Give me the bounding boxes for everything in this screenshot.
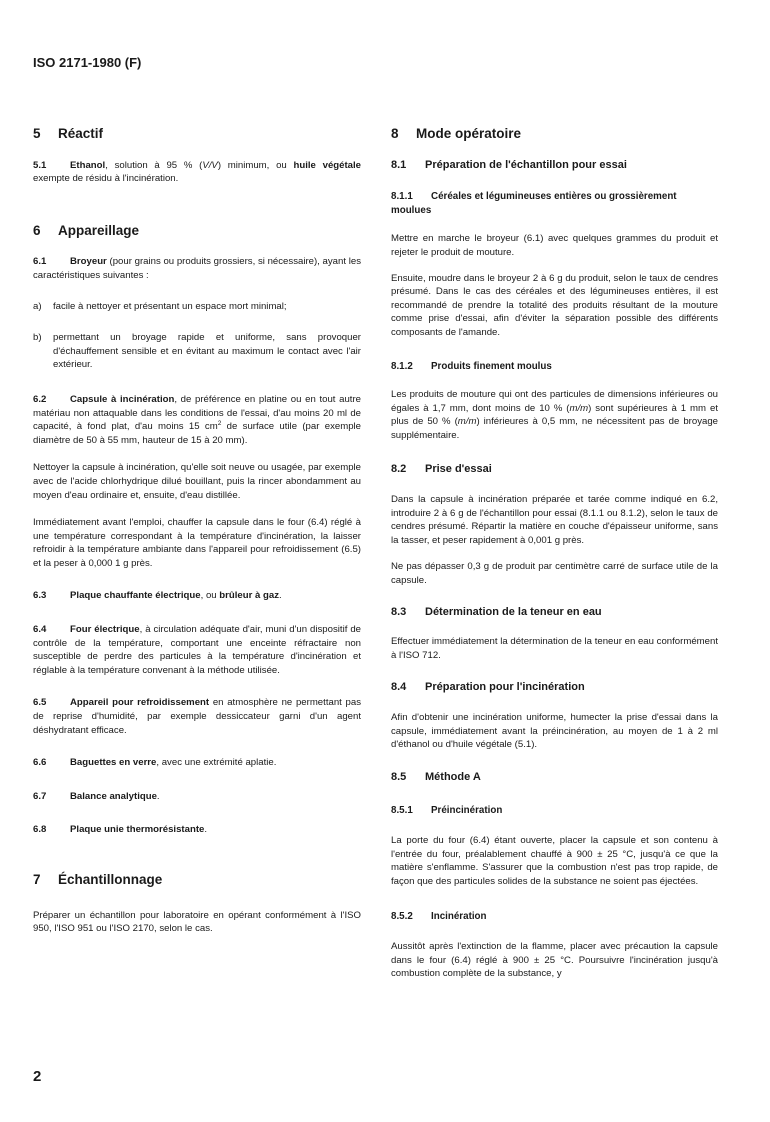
clause-6-7: 6.7 Balance analytique. <box>33 790 160 802</box>
clause-6-1: 6.1 Broyeur (pour grains ou produits grossiers, si nécessaire), ayant les caractéristiques suivantes : <box>33 256 361 281</box>
section-7-heading: 7 Échantillonnage <box>33 872 163 887</box>
clause-6-4: 6.4 Four électrique, à circulation adéquate d'air, muni d'un dispositif de contrôle de la température, comportant une enceinte réfractaire non susceptible de perdre des particules à la température d'incinération et réglable à la température convenant à la méthode utilisée. <box>33 624 361 676</box>
clause-8-5-1: La porte du four (6.4) étant ouverte, placer la capsule et son contenu à l'entrée du four, préalablement chauffé à 900 ± 25 °C, jusqu'à ce que la matière s'enflamme. S'assurer que la combustion n'est pas trop rapide, de façon que des particules solides de la substance ne soient pas éjectées. <box>391 835 718 887</box>
clause-5-1: 5.1 Ethanol, solution à 95 % (V/V) minimum, ou huile végétale exempte de résidu à l'incinération. <box>33 159 362 185</box>
clause-8-1-2: Les produits de mouture qui ont des particules de dimensions inférieures ou égales à 1,7 mm, dont moins de 10 % (m/m) sont supérieures à 1 mm et plus de 50 % (m/m) inférieures à 0,5 mm, ne nécessitent pas de broyage supplémentaire. <box>391 389 718 441</box>
clause-6-2-heating: Immédiatement avant l'emploi, chauffer la capsule dans le four (6.4) réglé à une température correspondant à la température d'incinération, la laisser refroidir à la température ambiante dans l'appareil pour refroidissement (6.5) et la peser à 0,000 1 g près. <box>33 517 361 569</box>
heading-8-5-1: 8.5.1 Préincinération <box>391 805 503 817</box>
clause-8-2-a: Dans la capsule à incinération préparée et tarée comme indiqué en 6.2, introduire 2 à 6 g de l'échantillon pour essai (8.1.1 ou 8.1.2), selon le taux de cendres présumé. Répartir la matière en couche d'épaisseur uniforme, sans la tasser, et peser rapidement à 0,001 g près. <box>391 494 718 546</box>
clause-8-5-2: Aussitôt après l'extinction de la flamme, placer avec précaution la capsule dans le four (6.4) réglé à 900 ± 25 °C. Poursuivre l'incinération jusqu'à combustion complète de la substance, y <box>391 940 718 980</box>
heading-8-1: 8.1 Préparation de l'échantillon pour essai <box>391 158 627 171</box>
heading-8-1-1: 8.1.1 Céréales et légumineuses entières ou grossièrement moulues <box>391 191 677 216</box>
heading-8-1-2: 8.1.2 Produits finement moulus <box>391 360 552 372</box>
clause-6-5: 6.5 Appareil pour refroidissement en atmosphère ne permettant pas de reprise d'humidité, par exemple dessiccateur garni d'un agent déshydratant efficace. <box>33 697 361 736</box>
clause-6-2: 6.2 Capsule à incinération, de préférence en platine ou en tout autre matériau non attaquable dans les conditions de l'essai, d'au moins 20 ml de capacité, à fond plat, d'au moins 15 $cm^2$ de surface utile (par exemple diamètre de 50 à 55 mm, hauteur de 15 à 20 mm). <box>33 393 361 446</box>
heading-8-2: 8.2 Prise d'essai <box>391 462 492 475</box>
heading-8-5-2: 8.5.2 Incinération <box>391 911 487 923</box>
section-5-heading: 5 Réactif <box>33 126 104 141</box>
clause-8-4: Afin d'obtenir une incinération uniforme, humecter la prise d'essai dans la capsule, immédiatement avant la préincinération, au moyen de 1 à 2 ml d'éthanol ou d'huile végétale (5.1). <box>391 712 718 751</box>
section-6-heading: 6 Appareillage <box>33 222 140 238</box>
clause-6-2-cleaning: Nettoyer la capsule à incinération, qu'elle soit neuve ou usagée, par exemple avec de l'acide chlorhydrique dilué bouillant, puis la rincer abondamment au moyen d'eau ordinaire et, ensuite, d'eau distillée. <box>33 462 361 501</box>
page-number: 2 <box>33 1068 42 1085</box>
document-header: ISO 2171-1980 (F) <box>33 55 142 70</box>
clause-6-3: 6.3 Plaque chauffante électrique, ou brûleur à gaz. <box>33 590 282 602</box>
clause-6-8: 6.8 Plaque unie thermorésistante. <box>33 824 208 836</box>
clause-8-3: Effectuer immédiatement la détermination de la teneur en eau conformément à l'ISO 712. <box>391 636 718 661</box>
heading-8-5: 8.5 Méthode A <box>391 770 481 783</box>
list-item-a: a) facile à nettoyer et présentant un espace mort minimal; <box>33 300 287 312</box>
heading-8-3: 8.3 Détermination de la teneur en eau <box>391 605 602 618</box>
section-8-heading: 8 Mode opératoire <box>391 126 522 141</box>
left-column <box>33 120 361 936</box>
heading-8-4: 8.4 Préparation pour l'incinération <box>391 681 585 694</box>
clause-8-2-b: Ne pas dépasser 0,3 g de produit par centimètre carré de surface utile de la capsule. <box>391 561 718 587</box>
right-column <box>391 120 718 981</box>
clause-7-text: Préparer un échantillon pour laboratoire en opérant conformément à l'ISO 950, l'ISO 951 ou l'ISO 2170, selon le cas. <box>33 909 361 935</box>
clause-6-6: 6.6 Baguettes en verre, avec une extrémité aplatie. <box>33 757 277 769</box>
list-item-b: b) permettant un broyage rapide et uniforme, sans provoquer d'échauffement sensible et en évitant au maximum le contact avec l'air extérieur. <box>33 332 361 371</box>
clause-8-1-1-a: Mettre en marche le broyeur (6.1) avec quelques grammes du produit et rejeter le produit de mouture. <box>391 233 718 258</box>
clause-8-1-1-b: Ensuite, moudre dans le broyeur 2 à 6 g du produit, selon le taux de cendres présumé. Dans le cas des céréales et des légumineuses entières, il est recommandé de prendre la totalité des produits résultant de la mouture comme prise d'essai, afin d'éviter la séparation possible des différents composants de l'amande. <box>391 272 718 338</box>
